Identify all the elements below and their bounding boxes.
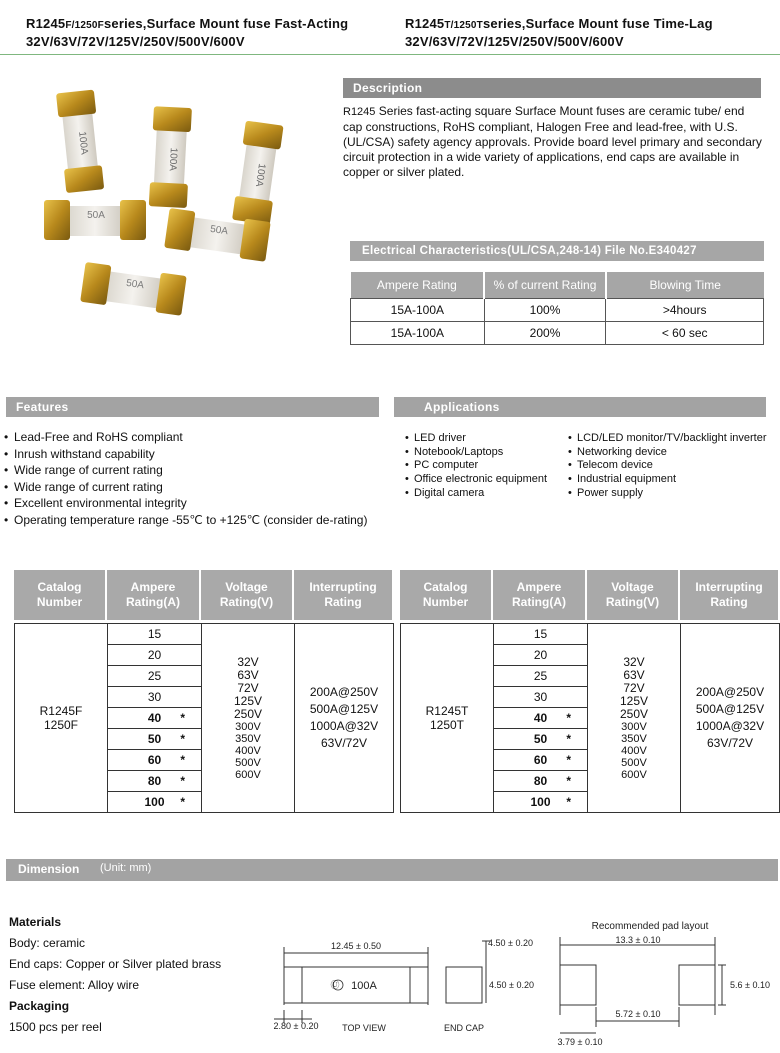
star-mark: * [180,753,185,767]
voltage-value: 350V [621,732,647,745]
ampere-value: 25 [533,669,548,683]
dimension-header [6,859,778,881]
fuse-mark: 50A [87,210,105,221]
voltage-value: 250V [619,706,649,721]
catalog-header-cell: Voltage Rating(V) [201,570,294,620]
star-mark: * [566,753,571,767]
voltage-value: 500V [621,756,647,769]
star-mark: * [566,711,571,725]
catalog-header-cell: Voltage Rating(V) [587,570,680,620]
pad-width-label: 3.79 ± 0.10 [557,1037,603,1047]
description-header: Description [343,78,761,98]
voltage-value: 72V [237,680,259,695]
materials-fuse-element: Fuse element: Alloy wire [9,978,140,992]
applications-list-1 [405,432,565,501]
ampere-value: 30 [533,690,548,704]
ampere-value: 60 [147,753,162,767]
voltage-value: 32V [237,654,259,669]
voltage-value: 32V [623,654,645,669]
table-row [494,792,587,812]
ampere-value: 20 [533,648,548,662]
applications-list-2 [568,432,778,501]
ampere-value: 20 [147,648,162,662]
catalog-header-cell: Catalog Number [400,570,493,620]
fuse-mark: 50A [125,277,145,292]
table-row [108,666,201,687]
end-cap-label: END CAP [443,1023,485,1033]
list-item: • Power supply [568,487,778,501]
ec-cell: 200% [484,321,606,344]
star-mark: * [566,795,571,809]
ec-col-percent: % of current Rating [484,272,606,298]
table-row [351,321,764,344]
right-title-variant: T/1250T [444,20,483,31]
catalog-number: 1250F [43,718,79,732]
voltage-value: 500V [235,756,261,769]
voltage-value: 63V [237,667,259,682]
voltage-value: 300V [621,720,647,733]
ampere-value: 15 [533,627,548,641]
pad-height-label: 5.6 ± 0.10 [730,980,770,990]
list-item: • Notebook/Laptops [405,446,565,460]
list-item: • Inrush withstand capability [4,446,384,463]
list-item: • PC computer [405,459,565,473]
length-label: 12.45 ± 0.50 [331,941,381,951]
table-row [108,624,201,645]
applications-header: Applications [394,397,766,417]
voltage-rating-cell [588,624,681,812]
ec-col-blowing: Blowing Time [606,272,764,298]
catalog-number: R1245T [425,704,469,718]
packaging-qty: 1500 [9,1020,36,1034]
fuse-vertical-3 [232,121,284,225]
ampere-value: 60 [533,753,548,767]
electrical-table [350,272,764,345]
list-item: • LED driver [405,432,565,446]
catalog-number: R1245F [39,704,83,718]
ec-cell: 100% [484,298,606,321]
interrupting-value: 1000A@32V [695,719,765,733]
interrupting-value: 200A@250V [309,685,379,699]
fuse-mark: 100A [252,162,268,188]
catalog-header-cell: Interrupting Rating [294,570,392,620]
star-mark: * [180,774,185,788]
fuse-vertical-1 [56,90,104,193]
end-cap-view [446,967,482,1003]
body-mark-label: 100A [351,980,377,992]
cap-width-label: 2.80 ± 0.20 [273,1021,319,1031]
voltage-value: 125V [233,693,263,708]
ampere-value: 80 [533,774,548,788]
pad-left [560,965,596,1005]
voltage-value: 400V [621,744,647,757]
voltage-value: 600V [235,768,261,781]
table-row [494,708,587,729]
list-item: • Wide range of current rating [4,462,384,479]
left-title-voltages: 32V/63V/72V/125V/250V/500V/600V [26,34,245,49]
interrupting-value: 63V/72V [706,736,754,750]
end-cap-height-label: 4.50 ± 0.20 [489,980,534,990]
catalog-header-cell: Catalog Number [14,570,107,620]
left-title-variant: F/1250F [65,20,104,31]
interrupting-value: 200A@250V [695,685,765,699]
header-divider [0,54,780,55]
right-title-voltages: 32V/63V/72V/125V/250V/500V/600V [405,34,624,49]
ec-cell: >4hours [606,298,764,321]
interrupting-value: 500A@125V [309,702,379,716]
right-title-series: series,Surface Mount fuse Time-Lag [482,16,713,31]
materials-title: Materials [9,915,62,929]
list-item: • Networking device [568,446,778,460]
fuse-mark: 50A [209,223,229,238]
table-row [494,645,587,666]
fuse-mark: 100A [166,147,179,172]
star-mark: * [566,774,571,788]
catalog-number: 1250T [429,718,465,732]
materials-block [9,912,269,1038]
ec-cell: < 60 sec [606,321,764,344]
list-item: • Operating temperature range -55℃ to +125℃ (consider de-rating) [4,512,384,529]
list-item: • Excellent environmental integrity [4,495,384,512]
catalog-header-cell: Interrupting Rating [680,570,778,620]
dimension-drawing [260,915,780,1050]
left-title-series: series,Surface Mount fuse Fast-Acting [103,16,349,31]
fuse-horizontal-1 [44,200,146,240]
ampere-value: 80 [147,774,162,788]
table-row [108,771,201,792]
ampere-value: 40 [147,711,162,725]
fuse-vertical-2 [149,106,192,208]
ec-cell: 15A-100A [351,298,485,321]
table-row [108,792,201,812]
catalog-table-fast-acting [14,570,394,813]
pad-total-label: 13.3 ± 0.10 [615,935,661,945]
right-title [405,16,713,50]
interrupting-value: 63V/72V [320,736,368,750]
pad-gap-label: 5.72 ± 0.10 [615,1009,661,1019]
electrical-header: Electrical Characteristics(UL/CSA,248-14) File No.E340427 [350,241,764,261]
packaging-title: Packaging [9,999,70,1013]
interrupting-value: 500A@125V [695,702,765,716]
table-row [494,771,587,792]
star-mark: * [180,795,185,809]
catalog-table-time-lag [400,570,780,813]
voltage-value: 600V [621,768,647,781]
star-mark: * [180,732,185,746]
end-cap-width-label: 4.50 ± 0.20 [488,938,533,948]
list-item: • Office electronic equipment [405,473,565,487]
features-list [4,429,384,529]
catalog-number-cell [401,624,494,812]
table-row [108,708,201,729]
voltage-rating-cell [202,624,295,812]
table-row [351,298,764,321]
list-item: • Industrial equipment [568,473,778,487]
list-item: • Wide range of current rating [4,479,384,496]
description-text [343,104,763,180]
top-view-label: TOP VIEW [342,1023,386,1033]
table-row [494,687,587,708]
voltage-value: 72V [623,680,645,695]
fuse-horizontal-3 [80,262,187,316]
ampere-rating-cell [494,624,588,812]
catalog-header-cell: Ampere Rating(A) [107,570,201,620]
dimension-unit: (Unit: mm) [100,862,152,874]
table-row [108,645,201,666]
interrupting-rating-cell [681,624,779,812]
list-item: • Lead-Free and RoHS compliant [4,429,384,446]
voltage-value: 125V [619,693,649,708]
description-body: Series fast-acting square Surface Mount fuses are ceramic tube/ end cap constructions, RoHS compliant, Halogen Free and lead-free, with U.S. (UL/CSA) safety agency approvals. Provide board level primary and secondary circuit protection in a wide variety of applications, end caps are available in copper or silver plated. [343,104,762,179]
interrupting-value: 1000A@32V [309,719,379,733]
ec-cell: 15A-100A [351,321,485,344]
ampere-value: 50 [533,732,548,746]
pad-layout-title: Recommended pad layout [591,921,709,932]
materials-end-caps: End caps: Copper or Silver plated brass [9,957,222,971]
ampere-value: 40 [533,711,548,725]
list-item: • LCD/LED monitor/TV/backlight inverter [568,432,778,446]
voltage-value: 63V [623,667,645,682]
interrupting-rating-cell [295,624,393,812]
ampere-value: 30 [147,690,162,704]
ampere-value: 50 [147,732,162,746]
fuse-product-photo [30,80,330,330]
star-mark: * [180,711,185,725]
catalog-number-cell [15,624,108,812]
ampere-rating-cell [108,624,202,812]
table-row [494,624,587,645]
dimension-title: Dimension [18,862,80,876]
table-row [494,729,587,750]
voltage-value: 300V [235,720,261,733]
materials-body: Body: ceramic [9,936,86,950]
features-header: Features [6,397,379,417]
description-lead: R1245 [343,106,376,118]
packaging-text: pcs per reel [39,1020,102,1034]
ampere-value: 25 [147,669,162,683]
voltage-value: 350V [235,732,261,745]
table-row [108,729,201,750]
ampere-value: 15 [147,627,162,641]
ec-col-ampere: Ampere Rating [351,272,485,298]
left-title [26,16,348,50]
voltage-value: 250V [233,706,263,721]
table-row [494,750,587,771]
table-row [108,750,201,771]
left-title-model: R1245 [26,16,66,31]
table-row [494,666,587,687]
star-mark: * [566,732,571,746]
pad-right [679,965,715,1005]
ampere-value: 100 [530,795,551,809]
list-item: • Telecom device [568,459,778,473]
fuse-mark: 100A [76,130,90,156]
catalog-header-cell: Ampere Rating(A) [493,570,587,620]
table-row [108,687,201,708]
right-title-model: R1245 [405,16,445,31]
ul-mark: Ⓤ [330,980,340,990]
ampere-value: 100 [144,795,165,809]
voltage-value: 400V [235,744,261,757]
list-item: • Digital camera [405,487,565,501]
